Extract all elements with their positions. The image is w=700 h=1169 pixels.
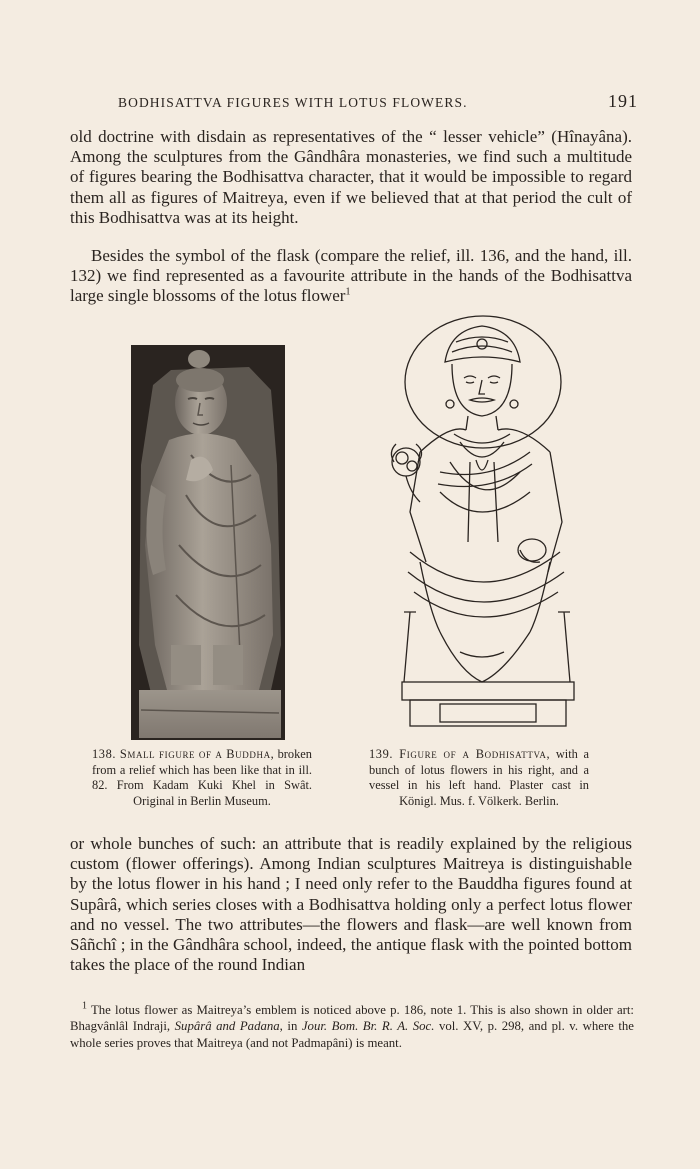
footnote-text-2: , in xyxy=(279,1019,302,1034)
figure-138-caption xyxy=(92,747,312,809)
footnote xyxy=(70,1002,634,1051)
figure-139-label: 139. Figure of a Bodhisattva, xyxy=(369,747,551,761)
paragraph-3: or whole bunches of such: an attribute that is readily explained by the religious custom (flower offerings). Among Indian sculptures Maitreya is distinguishable by the lotus flower in his hand ; I need only refer to the Bauddha figures found at Supârâ, which series closes with a Bodhisattva holding only a perfect lotus flower and no vessel. The two attributes—the flowers and flask—are well known from Sâñchî ; in the Gândhâra school, indeed, the antique flask with the pointed bottom takes the place of the round Indian xyxy=(70,834,632,975)
paragraph-2 xyxy=(70,246,632,307)
figure-139-text: with a bunch of lotus flowers in his right, and a vessel in his left hand. Plaster cast in Königl. Mus. f. Völkerk. Berlin. xyxy=(369,747,589,808)
figure-138-label: 138. Small figure of a Buddha, xyxy=(92,747,275,761)
figure-138-photo xyxy=(131,345,285,740)
footnote-title: Supârâ and Padana xyxy=(174,1019,280,1034)
footnote-text-3: vol. XV, p. 298, and pl. v. where the whole series proves that Maitreya (and not Padmapâni) is meant. xyxy=(70,1019,634,1050)
figure-139-caption xyxy=(369,747,589,809)
footnote-journal: Jour. Bom. Br. R. A. Soc. xyxy=(301,1019,435,1034)
page-number: 191 xyxy=(608,91,638,111)
footnote-marker: 1 xyxy=(82,1000,87,1012)
figure-138-text: broken from a relief which has been like that in ill. 82. From Kadam Kuki Khel in Swât. Original in Berlin Museum. xyxy=(92,747,312,808)
paragraph-2-text: Besides the symbol of the flask (compare the relief, ill. 136, and the hand, ill. 132) we find represented as a favourite attribute in the hands of the Bodhisattva large single blossoms of the lotus flower xyxy=(70,246,632,306)
paragraph-1: old doctrine with disdain as representatives of the “ lesser vehicle” (Hînayâna). Among the sculptures from the Gândhâra monasteries, we find such a multitude of figures bearing the Bodhisattva character, that it would be impossible to regard them all as figures of Maitreya, even if we believed that at that period the cult of this Bodhisattva was at its height. xyxy=(70,127,632,227)
bodhisattva-drawing-image xyxy=(380,312,590,732)
figure-139-drawing xyxy=(380,312,590,732)
running-title: BODHISATTVA FIGURES WITH LOTUS FLOWERS. xyxy=(118,95,468,110)
buddha-relief-image xyxy=(131,345,285,740)
running-header xyxy=(118,92,638,116)
footnote-text-1: The lotus flower as Maitreya’s emblem is noticed above p. 186, note 1. This is also shown in older art: Bhagvânlâl Indraji, xyxy=(70,1003,634,1034)
footnote-reference: 1 xyxy=(345,286,351,298)
